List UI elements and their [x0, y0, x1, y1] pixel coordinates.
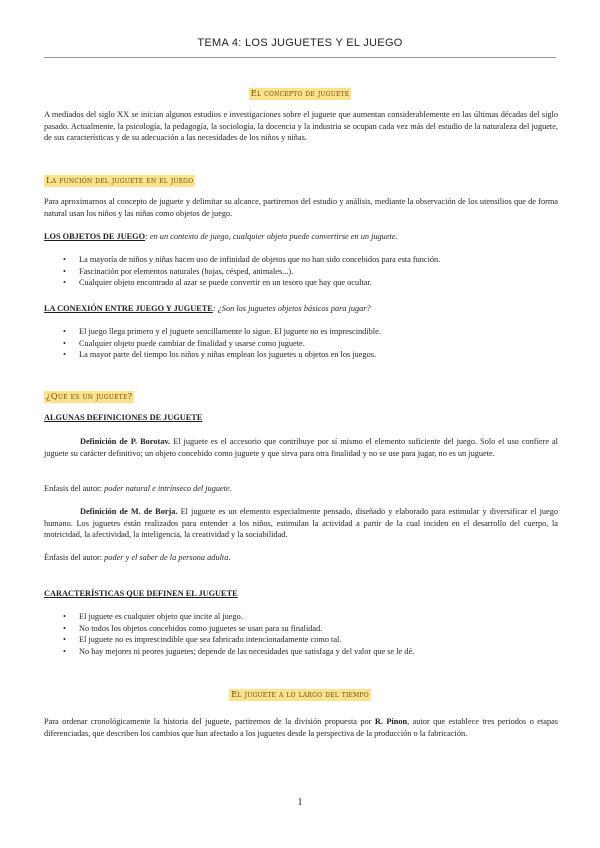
caracteristicas-title: CARACTERÍSTICAS QUE DEFINEN EL JUGUETE	[44, 589, 238, 598]
bullet-icon: •	[63, 612, 66, 621]
paragraph-historia: Para ordenar cronológicamente la historia del juguete, partiremos de la división propuesta por R. Pinon, autor que establece tres periodos o etapas diferenciadas, que describen los cambios que han afectado a los juguetes desde la perspectiva de la producción o la fabricación.	[44, 717, 559, 738]
objetos-title: LOS OBJETOS DE JUEGO	[44, 232, 146, 241]
bullet-icon: •	[63, 266, 66, 276]
bullet-icon: •	[63, 338, 66, 348]
author-name: R. Pinon	[374, 717, 408, 726]
enfasis-borja: Énfasis del autor: poder y el saber de la persona adulta.	[44, 553, 231, 562]
list-item: • Cualquier objeto encontrado al azar se puede convertir en un tesoro que hay que ocultar.	[63, 278, 372, 288]
list-item: • Fascinación por elementos naturales (hojas, césped, animales...).	[63, 266, 294, 276]
objetos-list	[44, 254, 558, 289]
bullet-icon: •	[63, 278, 66, 288]
paragraph-funcion: Para aproximarnos al concepto de juguete y delimitar su alcance, partiremos del estudio y análisis, mediante la observación de los utensilios que de forma natural usan los niños y las niñas como objetos de juego.	[44, 197, 558, 218]
section-heading-historia: El juguete a lo largo del tiempo	[231, 690, 369, 700]
page-number: 1	[297, 797, 303, 808]
conexion-list	[44, 326, 558, 361]
list-item: • El juguete es cualquier objeto que incite al juego.	[63, 612, 243, 621]
definiciones-title: ALGUNAS DEFINICIONES DE JUGUETE	[44, 413, 203, 422]
definition-author: Definición de M. de Borja.	[80, 507, 178, 516]
objetos-line	[44, 231, 558, 243]
section-heading-funcion: La función del juguete en el juego	[46, 176, 194, 186]
bullet-icon: •	[63, 646, 66, 656]
definition-borja: Definición de M. de Borja. El juguete es un elemento especialmente pensado, diseñado y elaborado para estimular y diversificar el juego humano. Los juguetes están realizados para entender a los niños, estimulan la actividad a partir de la cual inciden en el desarrollo del cuerpo, la motricidad, la afectividad, la inteligencia, la creatividad y la sociabilidad.	[44, 507, 559, 540]
conexion-subtitle: : ¿Son los juguetes objetos básicos para jugar?	[212, 304, 371, 313]
list-item: • El juego llega primero y el juguete sencillamente lo sigue. El juguete no es imprescindible.	[63, 327, 381, 336]
section-heading-concepto: El concepto de juguete	[250, 89, 350, 99]
list-item: • El juguete no es imprescindible que sea fabricado intencionadamente como tal.	[63, 635, 342, 645]
list-item: • La mayor parte del tiempo los niños y niñas emplean los juguetes u objetos en los juegos.	[63, 350, 377, 360]
bullet-icon: •	[63, 327, 66, 336]
conexion-title: LA CONEXIÓN ENTRE JUEGO Y JUGUETE	[44, 304, 213, 313]
section-heading-que-es: ¿Qué es un juguete?	[46, 392, 133, 402]
bullet-icon: •	[63, 350, 66, 360]
list-item: • No hay mejores ni peores juguetes; depende de las necesidades que satisfaga y del valor que se le dé.	[63, 646, 415, 656]
header-rule	[44, 57, 556, 58]
definition-borotav: Definición de P. Borotav. El juguete es el accesorio que contribuye por sí mismo el elemento suficiente del juego. Solo el uso confiere al juguete su carácter definitivo; un objeto concebido como juguete y que sirva para otra finalidad y no se use para jugar, no es un juguete.	[44, 437, 558, 458]
objetos-subtitle: : en un contexto de juego, cualquier objeto puede convertirse en un juguete.	[145, 232, 398, 241]
enfasis-borotav: Enfasis del autor: poder natural e intrínseco del juguete.	[44, 484, 232, 493]
bullet-icon: •	[63, 623, 66, 633]
bullet-icon: •	[63, 635, 66, 645]
list-item: • Cualquier objeto puede cambiar de finalidad y usarse como juguete.	[63, 338, 305, 348]
caracteristicas-list	[44, 611, 558, 657]
list-item: • No todos los objetos concebidos como juguetes se usan para su finalidad.	[63, 623, 323, 633]
bullet-icon: •	[63, 255, 66, 264]
page-header-title: TEMA 4: LOS JUGUETES Y EL JUEGO	[197, 37, 403, 49]
definition-author: Definición de P. Borotav.	[80, 437, 171, 446]
paragraph-concepto: A mediados del siglo XX se inician algunos estudios e investigaciones sobre el juguete que aumentan considerablemente en las últimas décadas del siglo pasado. Actualmente, la psicología, la pedagogía, la sociología, la docencia y la industria se ocupan cada vez más del estudio de la naturaleza del juguete, de sus características y de su adecuación a las necesidades de los niños y niñas.	[44, 110, 558, 143]
conexion-line	[44, 303, 558, 315]
list-item: • La mayoría de niños y niñas hacen uso de infinidad de objetos que no han sido concebidos para esta función.	[63, 255, 441, 264]
